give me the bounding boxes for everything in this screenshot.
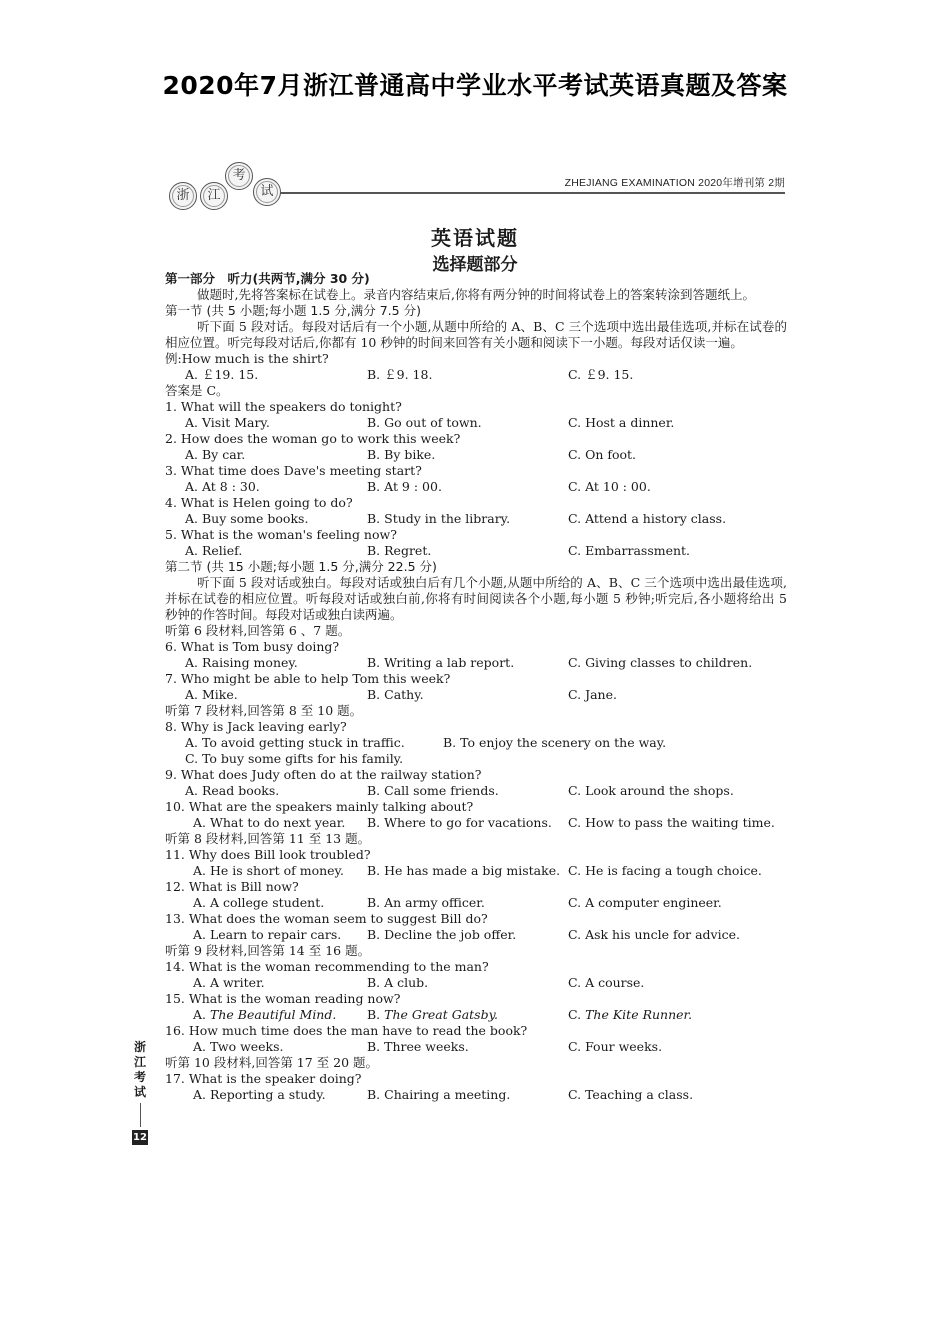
question: 2. How does the woman go to work this week? — [165, 431, 461, 446]
option-c: C. On foot. — [568, 447, 637, 462]
option-c: C. Embarrassment. — [568, 543, 691, 558]
question-options — [165, 511, 787, 527]
journal-issue: ZHEJIANG EXAMINATION 2020年增刊第 2期 — [564, 177, 785, 189]
option-b: B. A club. — [367, 975, 429, 990]
option-a: A. Read books. — [185, 783, 280, 798]
option-b: B. At 9 : 00. — [367, 479, 442, 494]
option-c: C. At 10 : 00. — [568, 479, 651, 494]
logo-char-3: 考 — [225, 162, 253, 190]
option-a: A. By car. — [185, 447, 246, 462]
option-b: B. Call some friends. — [367, 783, 499, 798]
question: 11. Why does Bill look troubled? — [165, 847, 371, 862]
option-c: C. A course. — [568, 975, 645, 990]
side-margin-label — [130, 1040, 150, 1145]
option-c-title: The Kite Runner. — [585, 1007, 693, 1022]
question: 1. What will the speakers do tonight? — [165, 399, 402, 414]
side-rule — [140, 1103, 141, 1127]
option-b-title: The Great Gatsby. — [384, 1007, 498, 1022]
question-options — [165, 815, 787, 831]
question-options — [165, 863, 787, 879]
question-options — [165, 543, 787, 559]
option-a: A. At 8 : 30. — [185, 479, 260, 494]
option-c: C. To buy some gifts for his family. — [185, 751, 404, 766]
option-a-label: A. — [193, 1007, 207, 1022]
side-char: 试 — [133, 1085, 146, 1099]
question: 16. How much time does the man have to read the book? — [165, 1023, 528, 1038]
material-instruction: 听第 10 段材料,回答第 17 至 20 题。 — [165, 1055, 379, 1070]
option-b — [367, 1007, 498, 1023]
question: 13. What does the woman seem to suggest Bill do? — [165, 911, 488, 926]
document-title: 2020年7月浙江普通高中学业水平考试英语真题及答案 — [162, 71, 788, 100]
question: 12. What is Bill now? — [165, 879, 299, 894]
option-b: B. Where to go for vacations. — [367, 815, 552, 830]
option-c: C. Look around the shops. — [568, 783, 734, 798]
question: 3. What time does Dave's meeting start? — [165, 463, 422, 478]
sec1-intro: 听下面 5 段对话。每段对话后有一个小题,从题中所给的 A、B、C 三个选项中选出最佳选项,并标在试卷的相应位置。听完每段对话后,你都有 10 秒钟的时间来回答有关小题和阅读下一小题。每段对话仅读一遍。 — [165, 319, 787, 350]
option-a: A. Reporting a study. — [193, 1087, 326, 1102]
option-a: A. To avoid getting stuck in traffic. — [185, 735, 405, 750]
option-a: A. Buy some books. — [185, 511, 309, 526]
option-b: B. Cathy. — [367, 687, 424, 702]
option-c: C. ￡9. 15. — [568, 367, 634, 382]
header-rule — [280, 192, 785, 194]
question: 15. What is the woman reading now? — [165, 991, 401, 1006]
material-instruction: 听第 9 段材料,回答第 14 至 16 题。 — [165, 943, 371, 958]
question-options — [165, 1087, 787, 1103]
option-b: B. Three weeks. — [367, 1039, 469, 1054]
question: 10. What are the speakers mainly talking about? — [165, 799, 474, 814]
question-options — [165, 895, 787, 911]
option-b: B. He has made a big mistake. — [367, 863, 561, 878]
side-char: 浙 — [133, 1040, 146, 1054]
paper-subtitle: 选择题部分 — [432, 255, 518, 275]
option-c: C. Teaching a class. — [568, 1087, 694, 1102]
question-options — [165, 447, 787, 463]
option-c-label: C. — [568, 1007, 582, 1022]
option-b: B. Writing a lab report. — [367, 655, 515, 670]
part1-heading: 第一部分 听力(共两节,满分 30 分) — [165, 271, 370, 286]
question: 14. What is the woman recommending to the man? — [165, 959, 489, 974]
option-a — [193, 1007, 336, 1023]
material-instruction: 听第 7 段材料,回答第 8 至 10 题。 — [165, 703, 363, 718]
page-number: 12 — [133, 1132, 147, 1143]
option-b-label: B. — [367, 1007, 381, 1022]
option-c: C. He is facing a tough choice. — [568, 863, 762, 878]
question-options — [165, 655, 787, 671]
option-a: A. He is short of money. — [193, 863, 344, 878]
question: 6. What is Tom busy doing? — [165, 639, 340, 654]
option-a: A. Two weeks. — [193, 1039, 284, 1054]
sec1-heading: 第一节 (共 5 小题;每小题 1.5 分,满分 7.5 分) — [165, 303, 421, 318]
question-options — [165, 751, 787, 767]
option-c: C. Ask his uncle for advice. — [568, 927, 740, 942]
option-c: C. Host a dinner. — [568, 415, 675, 430]
question: 4. What is Helen going to do? — [165, 495, 353, 510]
question: 8. Why is Jack leaving early? — [165, 719, 347, 734]
journal-logo — [165, 160, 295, 216]
part1-intro: 做题时,先将答案标在试卷上。录音内容结束后,你将有两分钟的时间将试卷上的答案转涂到答题纸上。 — [197, 287, 755, 302]
question-options — [165, 479, 787, 495]
option-b: B. To enjoy the scenery on the way. — [443, 735, 667, 750]
option-b: B. Chairing a meeting. — [367, 1087, 511, 1102]
sec2-intro: 听下面 5 段对话或独白。每段对话或独白后有几个小题,从题中所给的 A、B、C 三个选项中选出最佳选项,并标在试卷的相应位置。听每段对话或独白前,你将有时间阅读各个小题,每小题 5 秒钟;听完后,各小题将给出 5 秒钟的作答时间。每段对话或独白读两遍。 — [165, 575, 787, 622]
question-options — [165, 415, 787, 431]
question: 9. What does Judy often do at the railway station? — [165, 767, 482, 782]
question-options — [165, 975, 787, 991]
question-options — [165, 687, 787, 703]
option-b: B. By bike. — [367, 447, 436, 462]
option-c: C. Giving classes to children. — [568, 655, 753, 670]
example-answer: 答案是 C。 — [165, 383, 229, 398]
paper-title: 英语试题 — [431, 226, 519, 250]
option-a: A. Learn to repair cars. — [193, 927, 342, 942]
option-b: B. Decline the job offer. — [367, 927, 517, 942]
option-a: A. Mike. — [185, 687, 238, 702]
question-options — [165, 927, 787, 943]
question: 5. What is the woman's feeling now? — [165, 527, 397, 542]
option-c: C. How to pass the waiting time. — [568, 815, 775, 830]
option-a: A. A college student. — [193, 895, 325, 910]
question: 7. Who might be able to help Tom this week? — [165, 671, 451, 686]
option-a: A. What to do next year. — [193, 815, 346, 830]
question-options — [165, 1039, 787, 1055]
option-b: B. ￡9. 18. — [367, 367, 433, 382]
option-a: A. ￡19. 15. — [185, 367, 259, 382]
option-c: C. Attend a history class. — [568, 511, 727, 526]
question-options — [165, 1007, 787, 1023]
option-b: B. Regret. — [367, 543, 432, 558]
option-c — [568, 1007, 692, 1023]
option-c: C. A computer engineer. — [568, 895, 722, 910]
side-char: 江 — [133, 1055, 146, 1069]
option-a: A. Visit Mary. — [185, 415, 270, 430]
material-instruction: 听第 6 段材料,回答第 6 、7 题。 — [165, 623, 351, 638]
option-a: A. A writer. — [193, 975, 265, 990]
option-b: B. Go out of town. — [367, 415, 482, 430]
example-options — [165, 367, 787, 383]
option-a-title: The Beautiful Mind. — [210, 1007, 337, 1022]
logo-char-2: 江 — [200, 182, 228, 210]
material-instruction: 听第 8 段材料,回答第 11 至 13 题。 — [165, 831, 371, 846]
example-question: 例:How much is the shirt? — [165, 351, 329, 366]
side-char: 考 — [133, 1070, 146, 1084]
option-b: B. An army officer. — [367, 895, 485, 910]
option-b: B. Study in the library. — [367, 511, 511, 526]
option-a: A. Raising money. — [185, 655, 298, 670]
logo-char-1: 浙 — [169, 182, 197, 210]
logo-char-4: 试 — [253, 178, 281, 206]
journal-header — [165, 160, 785, 220]
option-c: C. Jane. — [568, 687, 617, 702]
exam-content — [165, 271, 787, 1103]
option-c: C. Four weeks. — [568, 1039, 663, 1054]
sec2-heading: 第二节 (共 15 小题;每小题 1.5 分,满分 22.5 分) — [165, 559, 437, 574]
question: 17. What is the speaker doing? — [165, 1071, 362, 1086]
option-a: A. Relief. — [185, 543, 243, 558]
question-options — [165, 783, 787, 799]
question-options — [165, 735, 787, 751]
